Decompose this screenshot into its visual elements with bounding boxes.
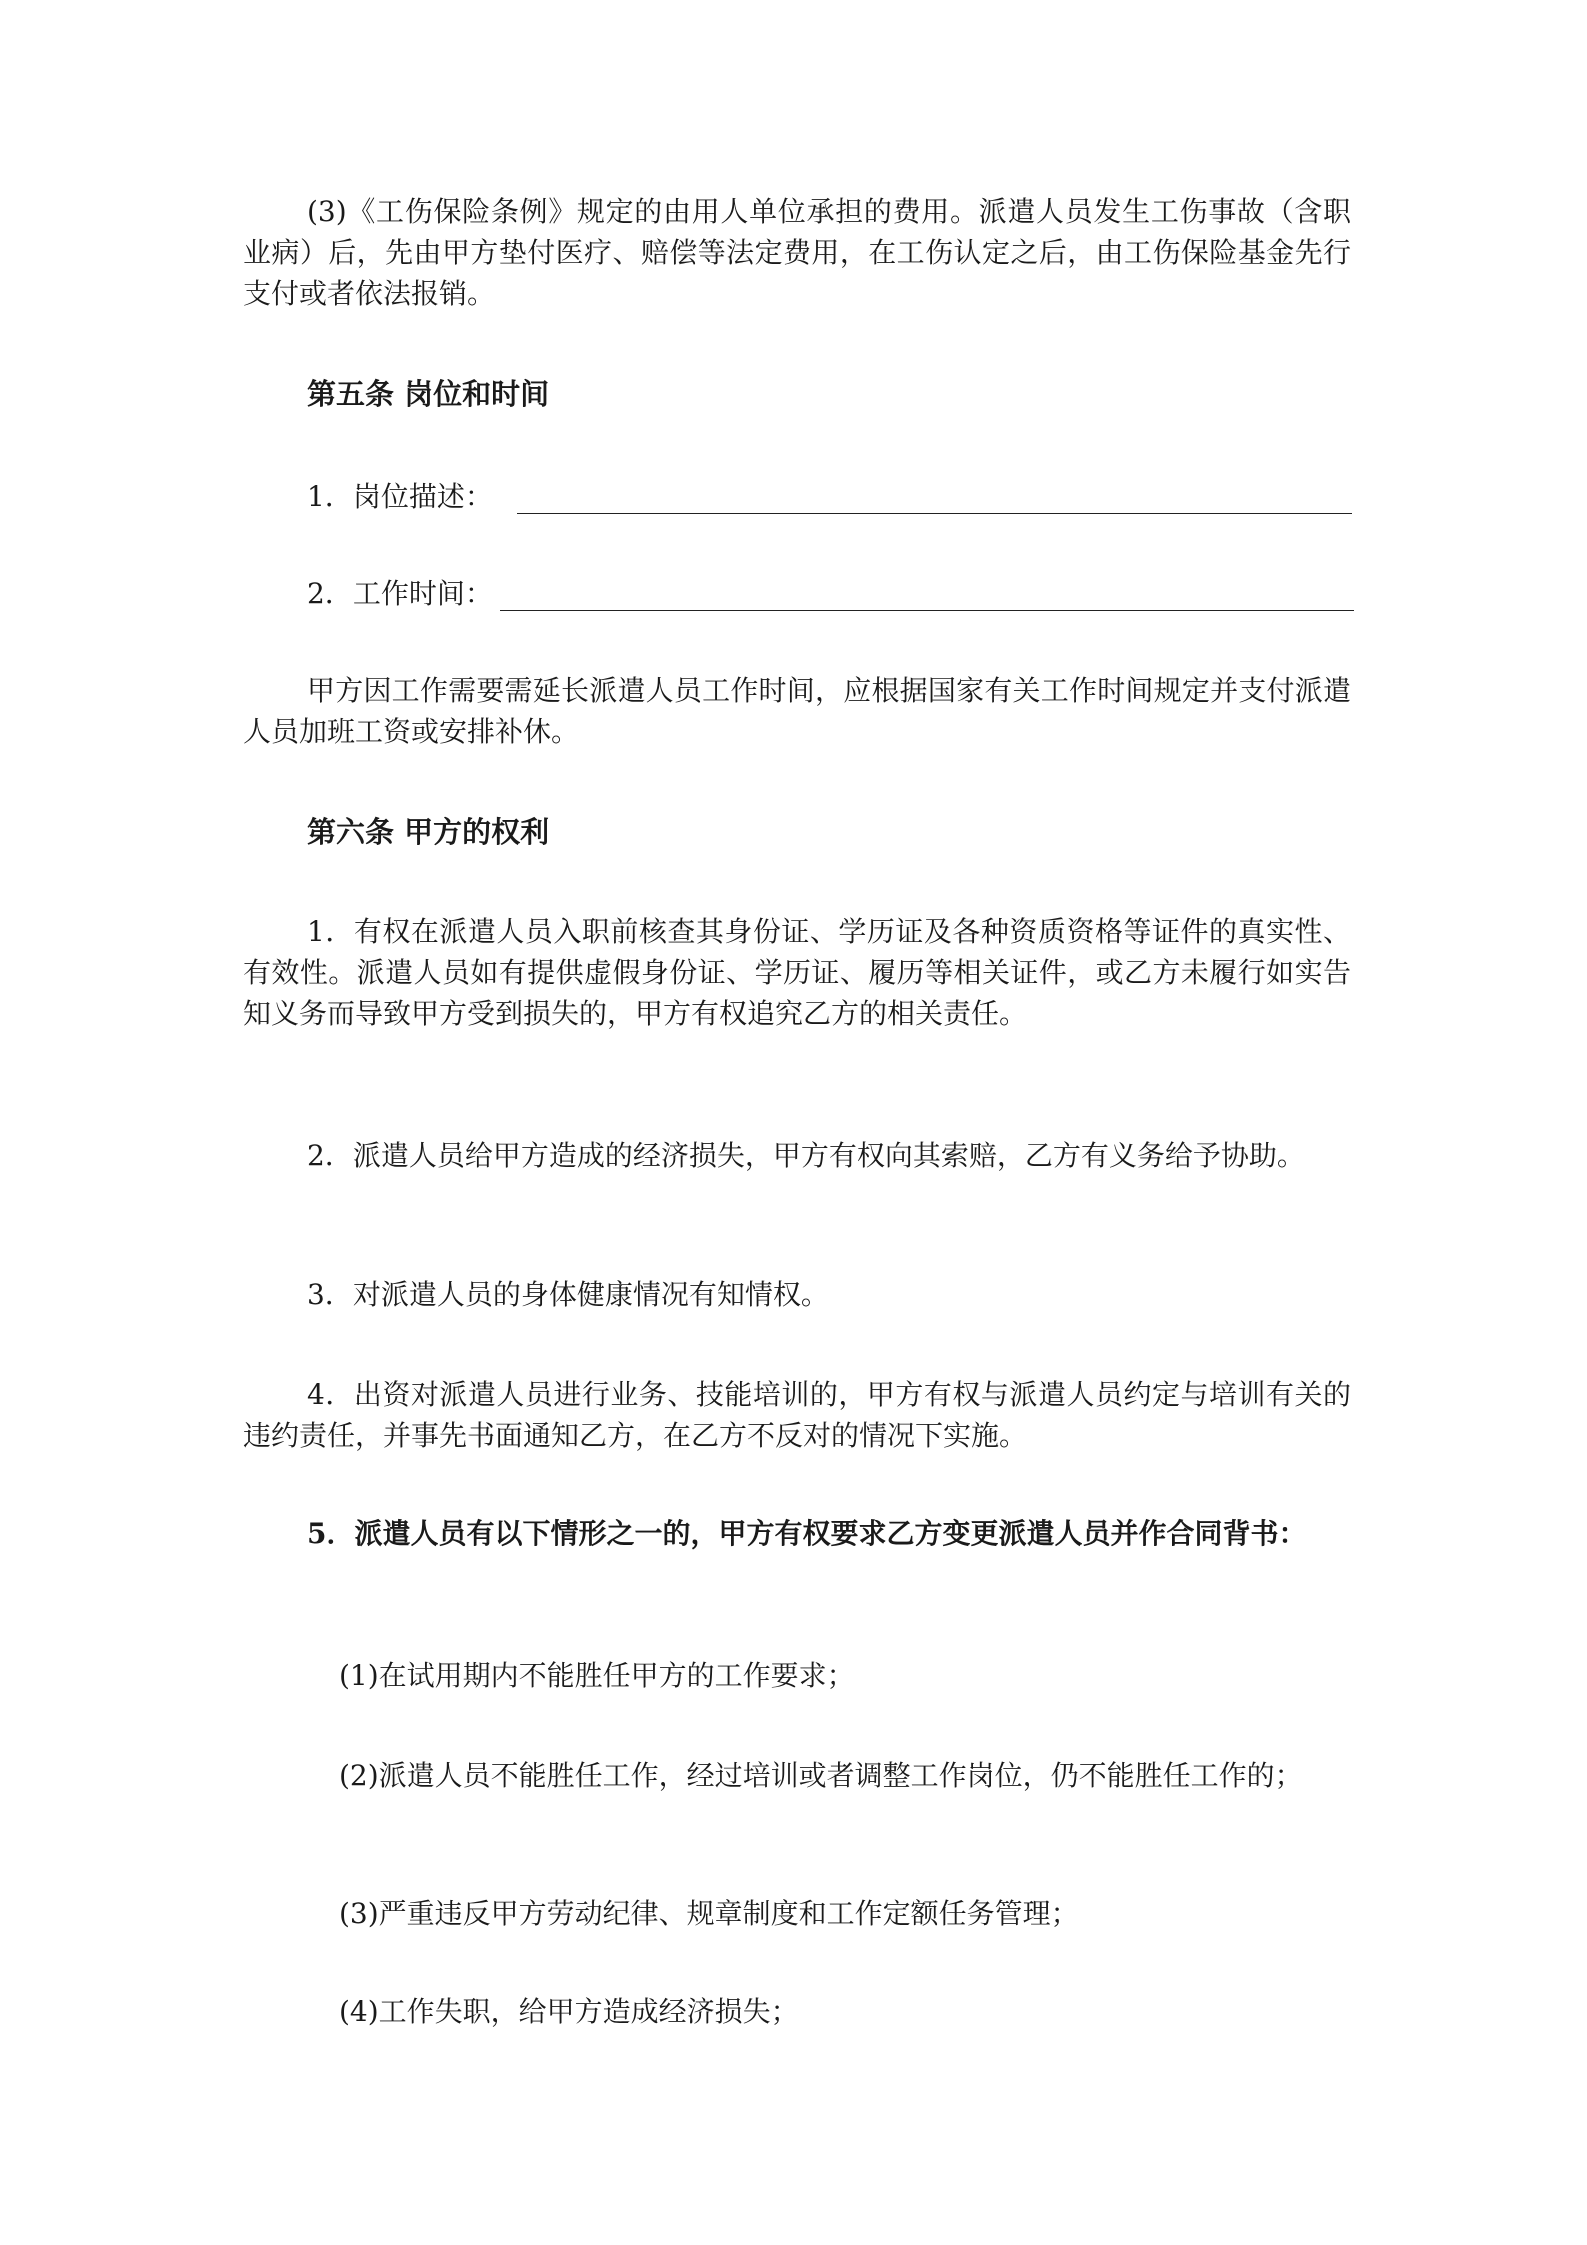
working-hours-label: 2．工作时间：	[307, 577, 493, 610]
job-description-blank-line	[517, 513, 1352, 514]
paragraph-overtime: 甲方因工作需要需延长派遣人员工作时间，应根据国家有关工作时间规定并支付派遣人员加班工资或安排补休。	[243, 674, 1351, 748]
job-description-label: 1．岗位描述：	[307, 480, 493, 513]
subitem-1: (1)在试用期内不能胜任甲方的工作要求；	[339, 1659, 855, 1692]
article-5-heading: 第五条 岗位和时间	[307, 377, 550, 411]
job-description-field	[307, 476, 1352, 517]
working-hours-blank-line	[500, 610, 1354, 611]
subitem-2: (2)派遣人员不能胜任工作，经过培训或者调整工作岗位，仍不能胜任工作的；	[339, 1759, 1303, 1792]
art6-item-2: 2．派遣人员给甲方造成的经济损失，甲方有权向其索赔，乙方有义务给予协助。	[307, 1139, 1305, 1172]
paragraph-injury-insurance: (3)《工伤保险条例》规定的由用人单位承担的费用。派遣人员发生工伤事故（含职业病）后，先由甲方垫付医疗、赔偿等法定费用，在工伤认定之后，由工伤保险基金先行支付或者依法报销。	[243, 195, 1351, 310]
art6-item-5: 5．派遣人员有以下情形之一的，甲方有权要求乙方变更派遣人员并作合同背书：	[307, 1517, 1307, 1550]
working-hours-field	[307, 573, 1354, 614]
art6-item-3: 3．对派遣人员的身体健康情况有知情权。	[307, 1278, 829, 1311]
art6-item-4: 4．出资对派遣人员进行业务、技能培训的，甲方有权与派遣人员约定与培训有关的违约责任，并事先书面通知乙方，在乙方不反对的情况下实施。	[243, 1378, 1351, 1452]
article-6-heading: 第六条 甲方的权利	[307, 815, 550, 849]
subitem-4: (4)工作失职，给甲方造成经济损失；	[339, 1995, 799, 2028]
art6-item-1: 1．有权在派遣人员入职前核查其身份证、学历证及各种资质资格等证件的真实性、有效性。派遣人员如有提供虚假身份证、学历证、履历等相关证件，或乙方未履行如实告知义务而导致甲方受到损失的，甲方有权追究乙方的相关责任。	[243, 915, 1351, 1030]
subitem-3: (3)严重违反甲方劳动纪律、规章制度和工作定额任务管理；	[339, 1897, 1079, 1930]
